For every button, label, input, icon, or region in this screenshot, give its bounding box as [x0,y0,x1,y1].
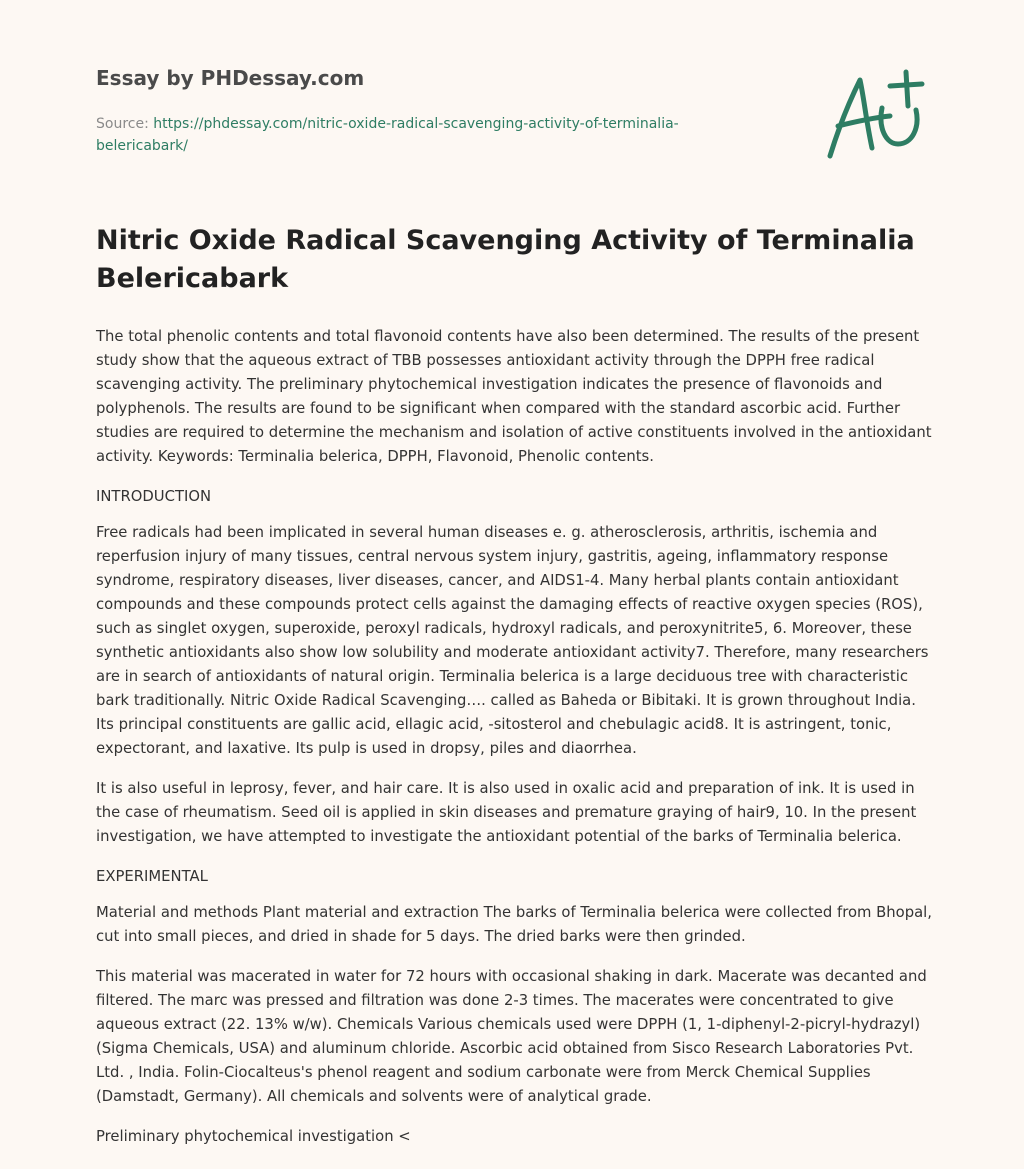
section-heading: INTRODUCTION [96,488,212,505]
paragraph: It is also useful in leprosy, fever, and hair care. It is also used in oxalic acid and preparation of ink. It is used in the case of rheumatism. Seed oil is applied in skin diseases and premature graying of hair9, 10. In the present investigation, we have attempted to investigate the antioxidant potential of the barks of Terminalia belerica. [96,780,917,845]
paragraph: Material and methods Plant material and extraction The barks of Terminalia belerica were collected from Bhopal, cut into small pieces, and dried in shade for 5 days. The dried barks were then grinded. [96,904,932,945]
source-line [96,113,746,157]
source-link[interactable]: https://phdessay.com/nitric-oxide-radical-scavenging-activity-of-terminalia-belericabark/ [96,116,679,154]
paragraph: The total phenolic contents and total flavonoid contents have also been determined. The results of the present study show that the aqueous extract of TBB possesses antioxidant activity through the DPPH free radical scavenging activity. The preliminary phytochemical investigation indicates the presence of flavonoids and polyphenols. The results are found to be significant when compared with the standard ascorbic acid. Further studies are required to determine the mechanism and isolation of active constituents involved in the antioxidant activity. Keywords: Terminalia belerica, DPPH, Flavonoid, Phenolic contents. [96,328,932,465]
essay-body [96,325,932,1165]
a-plus-logo-icon [820,68,930,164]
essay-title: Nitric Oxide Radical Scavenging Activity of Terminalia Belericabark [96,225,915,294]
paragraph: Preliminary phytochemical investigation < [96,1128,411,1145]
section-heading: EXPERIMENTAL [96,868,208,885]
paragraph: This material was macerated in water for 72 hours with occasional shaking in dark. Macerate was decanted and filtered. The marc was pressed and filtration was done 2-3 times. The macerates were concentrated to give aqueous extract (22. 13% w/w). Chemicals Various chemicals used were DPPH (1, 1-diphenyl-2-picryl-hydrazyl) (Sigma Chemicals, USA) and aluminum chloride. Ascorbic acid obtained from Sisco Research Laboratories Pvt. Ltd. , India. Folin-Ciocalteus's phenol reagent and sodium carbonate were from Merck Chemical Supplies (Damstadt, Germany). All chemicals and solvents were of analytical grade. [96,968,927,1105]
source-label: Source: [96,116,154,132]
paragraph: Free radicals had been implicated in several human diseases e. g. atherosclerosis, arthritis, ischemia and reperfusion injury of many tissues, central nervous system injury, gastritis, ageing, inflammatory response syndrome, respiratory diseases, liver diseases, cancer, and AIDS1-4. Many herbal plants contain antioxidant compounds and these compounds protect cells against the damaging effects of reactive oxygen species (ROS), such as singlet oxygen, superoxide, peroxyl radicals, hydroxyl radicals, and peroxynitrite5, 6. Moreover, these synthetic antioxidants also show low solubility and moderate antioxidant activity7. Therefore, many researchers are in search of antioxidants of natural origin. Terminalia belerica is a large deciduous tree with characteristic bark traditionally. Nitric Oxide Radical Scavenging…. called as Baheda or Bibitaki. It is grown throughout India. Its principal constituents are gallic acid, ellagic acid, -sitosterol and chebulagic acid8. It is astringent, tonic, expectorant, and laxative. Its pulp is used in dropsy, piles and diaorrhea. [96,524,929,757]
site-brand: Essay by PHDessay.com [96,66,365,90]
